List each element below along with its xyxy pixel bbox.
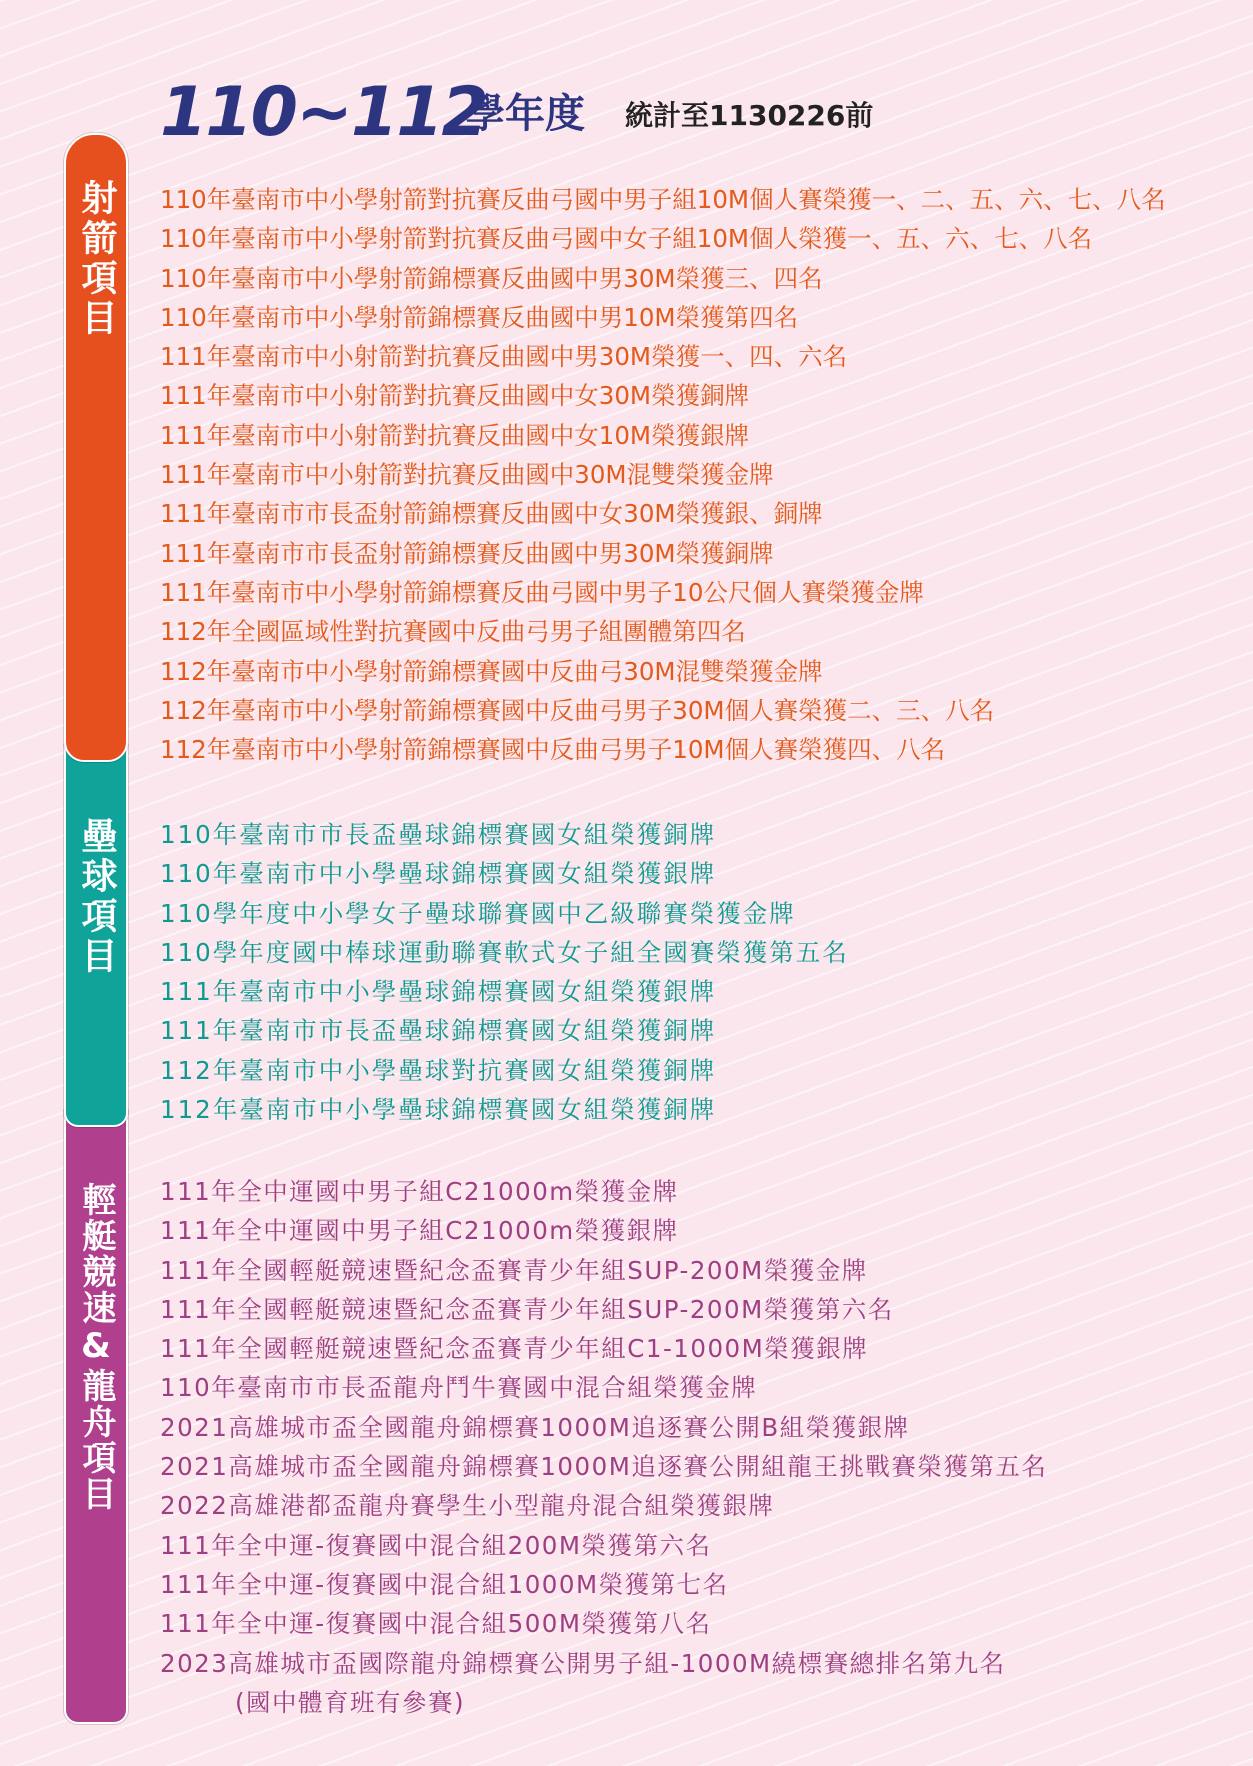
list-item: 111年臺南市中小射箭對抗賽反曲國中女10M榮獲銀牌	[160, 420, 750, 450]
list-item: 2021高雄城市盃全國龍舟錦標賽1000M追逐賽公開B組榮獲銀牌	[160, 1412, 910, 1442]
participation-note: (國中體育班有參賽)	[235, 1687, 466, 1717]
list-item: 111年臺南市市長盃射箭錦標賽反曲國中女30M榮獲銀、銅牌	[160, 499, 823, 529]
list-item: 2023高雄城市盃國際龍舟錦標賽公開男子組-1000M繞標賽總排名第九名	[160, 1648, 1006, 1678]
list-item: 111年臺南市市長盃壘球錦標賽國女組榮獲銅牌	[160, 1016, 717, 1046]
softball-section-tab	[64, 745, 128, 1127]
list-item: 110年臺南市市長盃壘球錦標賽國女組榮獲銅牌	[160, 820, 717, 849]
list-item: 110年臺南市中小學射箭對抗賽反曲弓國中女子組10M個人榮獲一、五、六、七、八名	[160, 224, 1093, 254]
statistics-date-note: 統計至1130226前	[625, 99, 874, 132]
list-item: 112年臺南市中小學射箭錦標賽國中反曲弓男子30M個人賽榮獲二、三、八名	[160, 695, 995, 725]
list-item: 2021高雄城市盃全國龍舟錦標賽1000M追逐賽公開組龍王挑戰賽榮獲第五名	[160, 1452, 1048, 1482]
canoe-dragonboat-tab-label: 輕艇競速&龍舟項目	[76, 1182, 116, 1512]
list-item: 111年全中運-復賽國中混合組500M榮獲第八名	[160, 1609, 712, 1639]
archery-achievement-list	[160, 180, 1166, 769]
list-item: 110學年度中小學女子壘球聯賽國中乙級聯賽榮獲金牌	[160, 898, 796, 928]
year-suffix: 學年度	[465, 91, 585, 137]
list-item: 111年臺南市市長盃射箭錦標賽反曲國中男30M榮獲銅牌	[160, 538, 774, 568]
list-item: 112年臺南市中小學射箭錦標賽國中反曲弓30M混雙榮獲金牌	[160, 656, 823, 686]
list-item: 112年臺南市中小學射箭錦標賽國中反曲弓男子10M個人賽榮獲四、八名	[160, 735, 946, 765]
list-item: 112年全國區域性對抗賽國中反曲弓男子組團體第四名	[160, 617, 746, 647]
list-item: 110年臺南市市長盃龍舟鬥牛賽國中混合組榮獲金牌	[160, 1373, 758, 1403]
list-item: 111年全中運-復賽國中混合組1000M榮獲第七名	[160, 1569, 729, 1599]
list-item: 111年臺南市中小射箭對抗賽反曲國中女30M榮獲銅牌	[160, 381, 750, 411]
list-item: 110年臺南市中小學射箭錦標賽反曲國中男30M榮獲三、四名	[160, 263, 823, 293]
canoe-dragonboat-achievement-list	[160, 1172, 1047, 1722]
list-item: 110年臺南市中小學射箭錦標賽反曲國中男10M榮獲第四名	[160, 302, 799, 332]
softball-achievement-list	[160, 815, 849, 1129]
list-item: 111年全國輕艇競速暨紀念盃賽青少年組C1-1000M榮獲銀牌	[160, 1334, 869, 1364]
list-item: 111年臺南市中小射箭對抗賽反曲國中男30M榮獲一、四、六名	[160, 342, 848, 372]
list-item: 111年臺南市中小學壘球錦標賽國女組榮獲銀牌	[160, 977, 717, 1007]
list-item: 110年臺南市中小學射箭對抗賽反曲弓國中男子組10M個人賽榮獲一、二、五、六、七、八名	[160, 185, 1166, 214]
list-item: 112年臺南市中小學壘球對抗賽國女組榮獲銅牌	[160, 1055, 717, 1085]
canoe-dragonboat-section-tab	[64, 1110, 128, 1724]
list-item: 111年全中運-復賽國中混合組200M榮獲第六名	[160, 1530, 712, 1560]
list-item: 111年臺南市中小學射箭錦標賽反曲弓國中男子10公尺個人賽榮獲金牌	[160, 577, 924, 607]
archery-tab-label: 射箭項目	[76, 179, 117, 339]
list-item: 111年全中運國中男子組C21000m榮獲銀牌	[160, 1216, 679, 1246]
list-item: 110學年度國中棒球運動聯賽軟式女子組全國賽榮獲第五名	[160, 937, 849, 967]
list-item: 111年全國輕艇競速暨紀念盃賽青少年組SUP-200M榮獲金牌	[160, 1255, 868, 1285]
softball-tab-label: 壘球項目	[76, 817, 117, 977]
list-item: 111年全國輕艇競速暨紀念盃賽青少年組SUP-200M榮獲第六名	[160, 1294, 894, 1324]
list-item: 112年臺南市中小學壘球錦標賽國女組榮獲銅牌	[160, 1095, 717, 1125]
archery-section-tab	[64, 133, 128, 762]
list-item: 111年全中運國中男子組C21000m榮獲金牌	[160, 1177, 679, 1206]
list-item: 111年臺南市中小射箭對抗賽反曲國中30M混雙榮獲金牌	[160, 460, 774, 490]
year-range: 110~112	[160, 73, 487, 152]
list-item: 2022高雄港都盃龍舟賽學生小型龍舟混合組榮獲銀牌	[160, 1491, 775, 1521]
list-item: 110年臺南市中小學壘球錦標賽國女組榮獲銀牌	[160, 859, 717, 889]
